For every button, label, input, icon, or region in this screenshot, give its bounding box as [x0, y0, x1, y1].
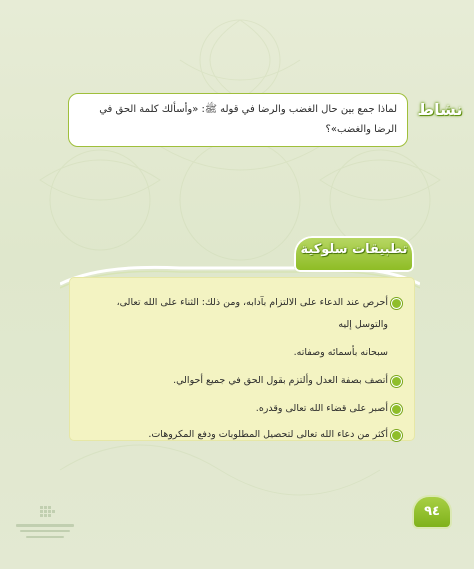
section-banner: [294, 236, 414, 272]
list-item-text: أكثر من دعاء الله تعالى لتحصيل المطلوبات ودفع المكروهات.: [148, 429, 388, 440]
list-item-text: أتصف بصفة العدل وألتزم بقول الحق في جميع أحوالي.: [173, 375, 388, 386]
applications-box: [70, 278, 414, 440]
section-title: تطبيقات سلوكية: [300, 242, 408, 257]
bullet-icon: [391, 430, 402, 441]
ministry-logo-icon: [10, 500, 80, 550]
applications-list: [82, 292, 402, 446]
list-item: [82, 370, 402, 392]
bullet-icon: [391, 376, 402, 387]
list-item-text: أصبر على قضاء الله تعالى وقدره.: [255, 403, 388, 414]
list-item-text: أحرص عند الدعاء على الالتزام بآدابه، ومن ذلك: الثناء على الله تعالى، والتوسل إليه: [116, 297, 388, 330]
bullet-icon: [391, 298, 402, 309]
activity-question: لماذا جمع بين حال الغضب والرضا في قوله ﷺ: «وأسألك كلمة الحق في الرضا والغضب»؟: [99, 104, 397, 135]
bullet-icon: [391, 404, 402, 415]
list-item: [82, 424, 402, 446]
activity-label: نشاط: [417, 100, 463, 119]
page-number: ٩٤: [414, 497, 450, 527]
list-item: [82, 398, 402, 420]
list-item-continuation: سبحانه بأسمائه وصفاته.: [293, 347, 388, 358]
activity-box: [68, 93, 408, 147]
list-item: [82, 292, 402, 336]
